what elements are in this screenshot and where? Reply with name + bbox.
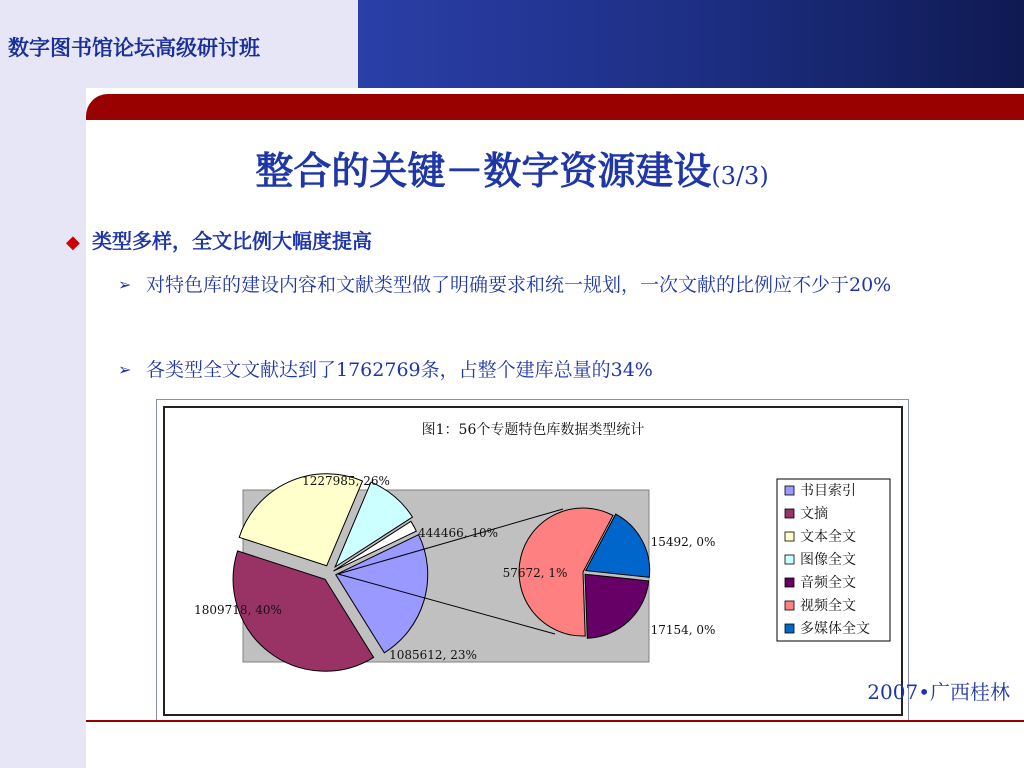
- label-text-fulltext: 1227985, 26%: [302, 474, 390, 488]
- arrow-right-icon: ➢: [118, 275, 132, 294]
- sub-item-2-text: 各类型全文文献达到了1762769条，占整个建库总量的34%: [146, 359, 653, 381]
- legend-swatch: [785, 532, 794, 541]
- bullet-item: [66, 225, 372, 254]
- label-video-fulltext: 57672, 1%: [502, 566, 568, 580]
- legend-swatch: [785, 624, 794, 633]
- left-sidebar-strip: [0, 0, 86, 768]
- label-audio-fulltext: 17154, 0%: [650, 623, 716, 637]
- bottom-divider: [86, 720, 1024, 722]
- legend-swatch: [785, 509, 794, 518]
- legend-item: 文摘: [800, 506, 828, 522]
- sub-item-1: [118, 268, 948, 302]
- header-title: 数字图书馆论坛高级研讨班: [8, 36, 260, 60]
- sub-item-2: [118, 353, 948, 387]
- legend-swatch: [785, 601, 794, 610]
- arrow-right-icon: ➢: [118, 360, 132, 379]
- label-multimedia-fulltext: 15492, 0%: [650, 535, 716, 549]
- red-accent-bar: [86, 94, 1024, 120]
- legend-item: 多媒体全文: [800, 621, 870, 637]
- label-bibliographic-index: 1085612, 23%: [389, 648, 477, 662]
- legend-swatch: [785, 555, 794, 564]
- sub-item-1-text: 对特色库的建设内容和文献类型做了明确要求和统一规划，一次文献的比例应不少于20%: [146, 274, 892, 296]
- legend-item: 视频全文: [800, 598, 856, 614]
- legend-item: 图像全文: [800, 552, 856, 568]
- slide-title-main: 整合的关键－数字资源建设: [255, 148, 712, 193]
- label-image-fulltext: 444466, 10%: [417, 526, 499, 540]
- pie-chart: [163, 406, 903, 716]
- diamond-icon: ◆: [66, 232, 80, 253]
- header-band: [358, 0, 1024, 88]
- label-abstract: 1809718, 40%: [194, 603, 282, 617]
- bullet-text: 类型多样，全文比例大幅度提高: [92, 229, 372, 253]
- legend-item: 文本全文: [800, 529, 856, 545]
- legend-item: 音频全文: [800, 575, 856, 591]
- footer-location: 2007•广西桂林: [867, 680, 1010, 704]
- legend-swatch: [785, 578, 794, 587]
- slide-title: [0, 140, 1024, 195]
- slide-title-suffix: (3/3): [711, 162, 769, 190]
- legend-swatch: [785, 486, 794, 495]
- legend-item: 书目索引: [800, 483, 856, 499]
- chart-title: 图1：56个专题特色库数据类型统计: [421, 422, 645, 438]
